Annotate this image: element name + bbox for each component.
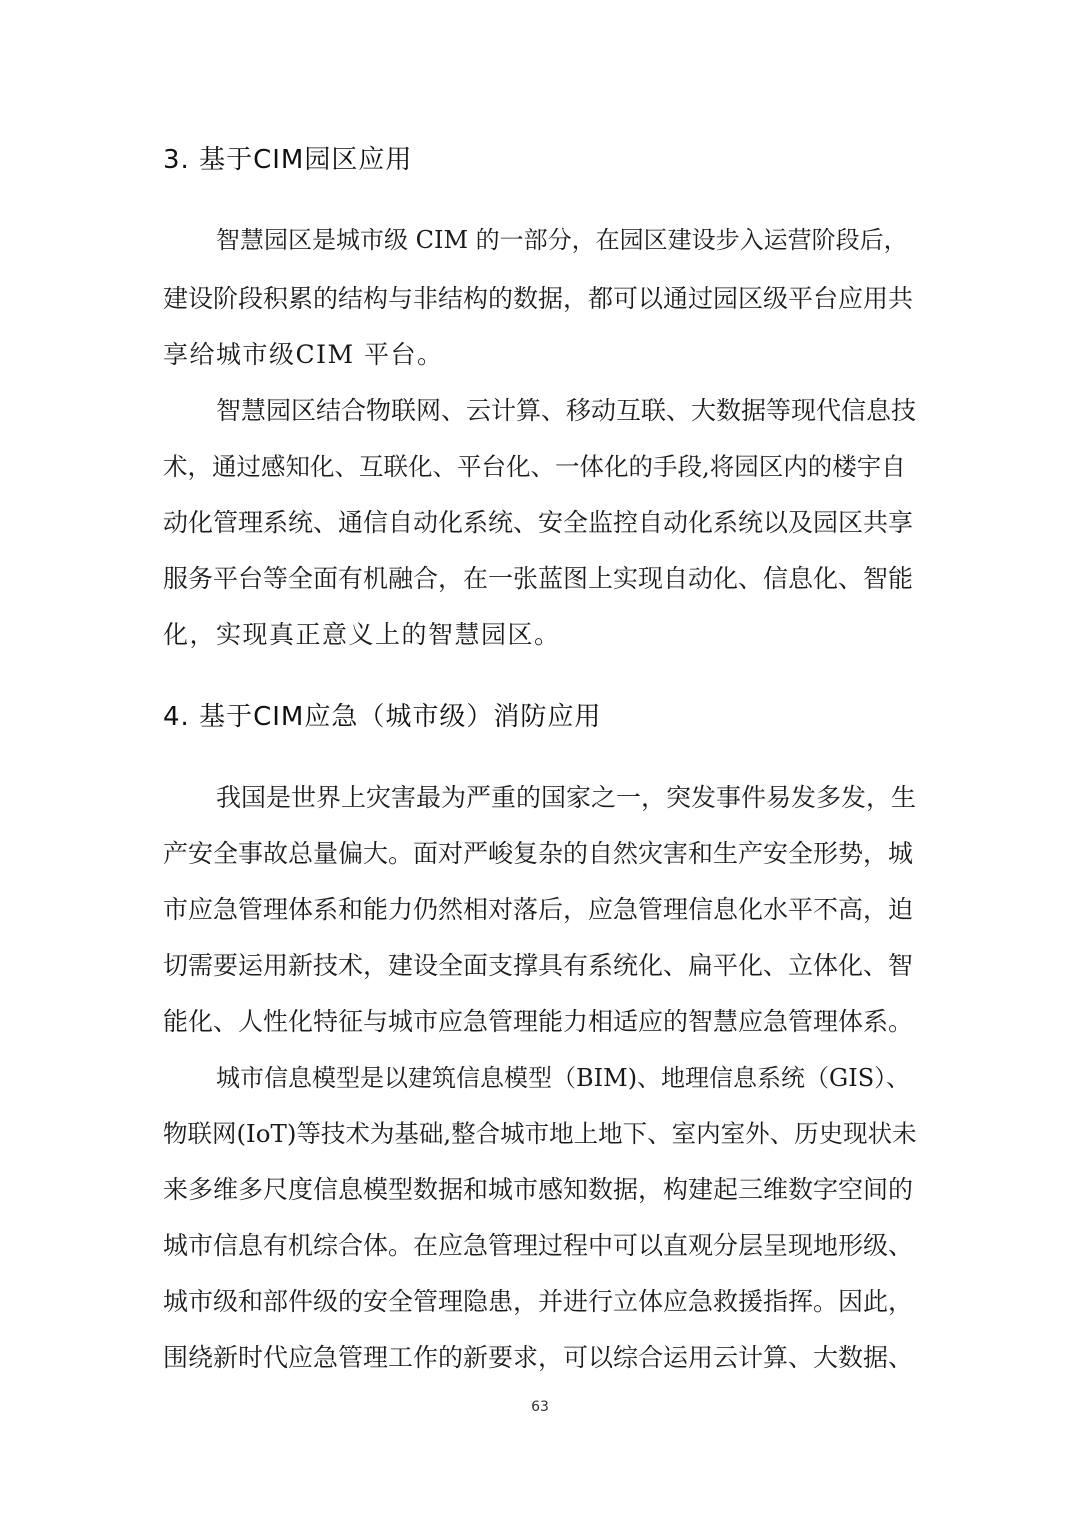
section-3-heading: 3. 基于CIM园区应用 bbox=[163, 145, 413, 175]
text-line: 我国是世界上灾害最为严重的国家之一，突发事件易发多发，生 bbox=[216, 783, 917, 812]
text-line: 建设阶段积累的结构与非结构的数据，都可以通过园区级平台应用共 bbox=[163, 284, 914, 313]
page-number: 63 bbox=[531, 1399, 549, 1415]
text-line: 化，实现真正意义上的智慧园区。 bbox=[163, 620, 561, 649]
section-4-heading: 4. 基于CIM应急（城市级）消防应用 bbox=[163, 702, 602, 732]
text-line: 市应急管理体系和能力仍然相对落后，应急管理信息化水平不高，迫 bbox=[163, 895, 914, 924]
text-line: 术，通过感知化、互联化、平台化、一体化的手段,将园区内的楼宇自 bbox=[163, 452, 906, 481]
text-line: 智慧园区是城市级 CIM 的一部分，在园区建设步入运营阶段后， bbox=[216, 226, 908, 254]
text-line: 城市信息模型是以建筑信息模型（BIM)、地理信息系统（GIS）、 bbox=[216, 1064, 911, 1092]
text-line: 能化、人性化特征与城市应急管理能力相适应的智慧应急管理体系。 bbox=[163, 1007, 914, 1036]
text-line: 服务平台等全面有机融合，在一张蓝图上实现自动化、信息化、智能 bbox=[163, 564, 914, 593]
text-line: 城市级和部件级的安全管理隐患，并进行立体应急救援指挥。因此， bbox=[163, 1287, 914, 1316]
text-line: 产安全事故总量偏大。面对严峻复杂的自然灾害和生产安全形势，城 bbox=[163, 839, 914, 868]
text-line: 切需要运用新技术，建设全面支撑具有系统化、扁平化、立体化、智 bbox=[163, 951, 914, 980]
text-line: 享给城市级CIM 平台。 bbox=[163, 340, 444, 369]
text-line: 围绕新时代应急管理工作的新要求，可以综合运用云计算、大数据、 bbox=[163, 1343, 914, 1372]
text-line: 城市信息有机综合体。在应急管理过程中可以直观分层呈现地形级、 bbox=[163, 1231, 914, 1260]
text-line: 智慧园区结合物联网、云计算、移动互联、大数据等现代信息技 bbox=[216, 396, 917, 425]
text-line: 来多维多尺度信息模型数据和城市感知数据，构建起三维数字空间的 bbox=[163, 1175, 914, 1204]
text-line: 物联网(IoT)等技术为基础,整合城市地上地下、室内室外、历史现状未 bbox=[163, 1119, 917, 1148]
text-line: 动化管理系统、通信自动化系统、安全监控自动化系统以及园区共享 bbox=[163, 508, 914, 537]
